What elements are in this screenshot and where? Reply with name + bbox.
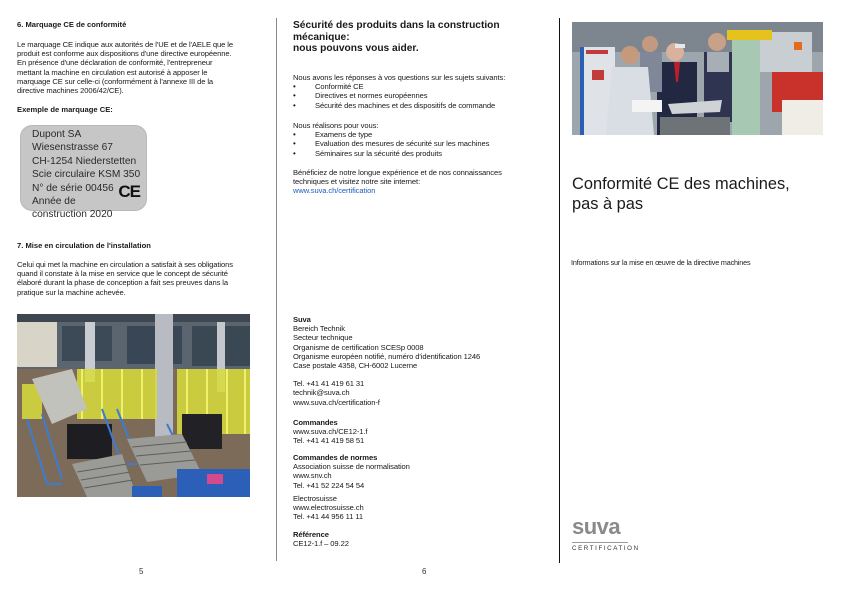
page-number-6: 6	[422, 567, 427, 576]
orders-heading: Commandes	[293, 418, 338, 427]
paragraph-line: produit est conforme aux dispositions d'une directive européenne.	[17, 49, 232, 59]
paragraph-line: mettant la machine en circulation est autorisé à apposer le	[17, 67, 208, 77]
column-divider-right	[559, 18, 560, 563]
norm-orders-heading: Commandes de normes	[293, 453, 378, 462]
cover-subtitle: Informations sur la mise en œuvre de la directive machines	[571, 258, 751, 267]
contact-line: Case postale 4358, CH-6002 Lucerne	[293, 361, 418, 371]
list-item: • Séminaires sur la sécurité des produits	[293, 149, 553, 158]
list-item: • Sécurité des machines et des dispositifs de commande	[293, 101, 553, 110]
contact-line: Secteur technique	[293, 333, 353, 343]
ce-mark-icon: CE	[118, 182, 140, 201]
reference-heading: Référence	[293, 530, 329, 539]
cover-title-line: pas à pas	[572, 194, 644, 213]
contact-phone: Tel. +41 41 419 61 31	[293, 379, 365, 389]
cover-title	[572, 175, 837, 214]
list-item: • Evaluation des mesures de sécurité sur les machines	[293, 139, 553, 148]
org-name: Suva	[293, 315, 311, 324]
ce-label-line: Wiesenstrasse 67	[32, 142, 113, 154]
ce-label-line: N° de série 00456	[32, 182, 114, 194]
orders-phone: Tel. +41 41 419 58 51	[293, 436, 365, 446]
paragraph-line: Celui qui met la machine en circulation a satisfait à ses obligations	[17, 260, 233, 269]
orders-block	[293, 418, 553, 446]
services-list	[293, 130, 553, 158]
cover-title-line: Conformité CE des machines,	[572, 175, 790, 193]
title-line: nous pouvons vous aider.	[293, 43, 419, 55]
page-6-title	[293, 20, 553, 55]
services-intro: Nous réalisons pour vous:	[293, 121, 379, 130]
suva-tagline: CERTIFICATION	[572, 545, 640, 552]
orders-link[interactable]: www.suva.ch/CE12-1.f	[293, 427, 368, 437]
ce-example-heading: Exemple de marquage CE:	[17, 105, 113, 114]
services-block	[293, 121, 553, 158]
contact-block	[293, 315, 553, 407]
electrosuisse-name: Electrosuisse	[293, 493, 337, 503]
list-item: • Examens de type	[293, 130, 553, 139]
contact-line: Organisme de certification SCESp 0008	[293, 342, 424, 352]
factory-installation-photo	[17, 314, 250, 497]
contact-line: Organisme européen notifié, numéro d'identification 1246	[293, 351, 481, 361]
section-7-heading: 7. Mise en circulation de l'installation	[17, 241, 151, 250]
website-link[interactable]: www.suva.ch/certification	[293, 186, 376, 196]
list-item: • Conformité CE	[293, 82, 553, 91]
answers-list	[293, 82, 553, 110]
list-item: • Directives et normes européennes	[293, 91, 553, 100]
suva-logo	[572, 516, 640, 552]
title-line: mécanique:	[293, 31, 350, 43]
paragraph-line: élaboré durant la phase de conception a fait ses preuves dans la	[17, 278, 229, 288]
benefit-block	[293, 168, 553, 196]
electrosuisse-link[interactable]: www.electrosuisse.ch	[293, 503, 364, 513]
ce-label-line: Scie circulaire KSM 350	[32, 169, 141, 181]
page-number-5: 5	[139, 567, 144, 576]
column-divider-left	[276, 18, 277, 561]
electrosuisse-phone: Tel. +41 44 956 11 11	[293, 512, 364, 522]
norm-orders-block	[293, 453, 553, 521]
logo-rule	[572, 542, 628, 543]
snv-link[interactable]: www.snv.ch	[293, 471, 332, 481]
benefit-line: techniques et visitez notre site internet:	[293, 177, 421, 187]
benefit-line: Bénéficiez de notre longue expérience et de nos connaissances	[293, 168, 502, 177]
reference-block	[293, 530, 553, 548]
paragraph-line: quand il constate à la mise en service que le concept de sécurité	[17, 269, 228, 279]
answers-block	[293, 73, 553, 110]
section-7-paragraph	[17, 260, 267, 297]
paragraph-line: pratique sur la machine achevée.	[17, 287, 126, 297]
title-line: Sécurité des produits dans la construction	[293, 20, 500, 31]
section-6-heading: 6. Marquage CE de conformité	[17, 20, 127, 29]
ce-marking-label	[20, 125, 147, 221]
paragraph-line: directive machines 2006/42/CE).	[17, 86, 124, 96]
contact-line: Bereich Technik	[293, 324, 345, 334]
paragraph-line: marquage CE sur celle-ci (conformément à l'annexe III de la	[17, 76, 214, 86]
ce-label-line: Année de	[32, 196, 76, 208]
ce-label-line: construction 2020	[32, 209, 113, 221]
team-workshop-photo	[572, 22, 823, 135]
ce-label-line: CH-1254 Niederstetten	[32, 155, 137, 167]
contact-web[interactable]: www.suva.ch/certification-f	[293, 397, 380, 407]
snv-name: Association suisse de normalisation	[293, 462, 410, 472]
paragraph-line: En présence d'une déclaration de conformité, l'entrepreneur	[17, 58, 213, 68]
reference-value: CE12-1.f – 09.22	[293, 539, 349, 549]
snv-phone: Tel. +41 52 224 54 54	[293, 480, 365, 490]
paragraph-line: Le marquage CE indique aux autorités de l'UE et de l'AELE que le	[17, 40, 234, 49]
contact-email[interactable]: technik@suva.ch	[293, 388, 350, 398]
suva-wordmark: suva	[572, 514, 621, 539]
ce-label-line: Dupont SA	[32, 129, 82, 140]
section-6-paragraph	[17, 40, 267, 95]
answers-intro: Nous avons les réponses à vos questions sur les sujets suivants:	[293, 73, 506, 82]
